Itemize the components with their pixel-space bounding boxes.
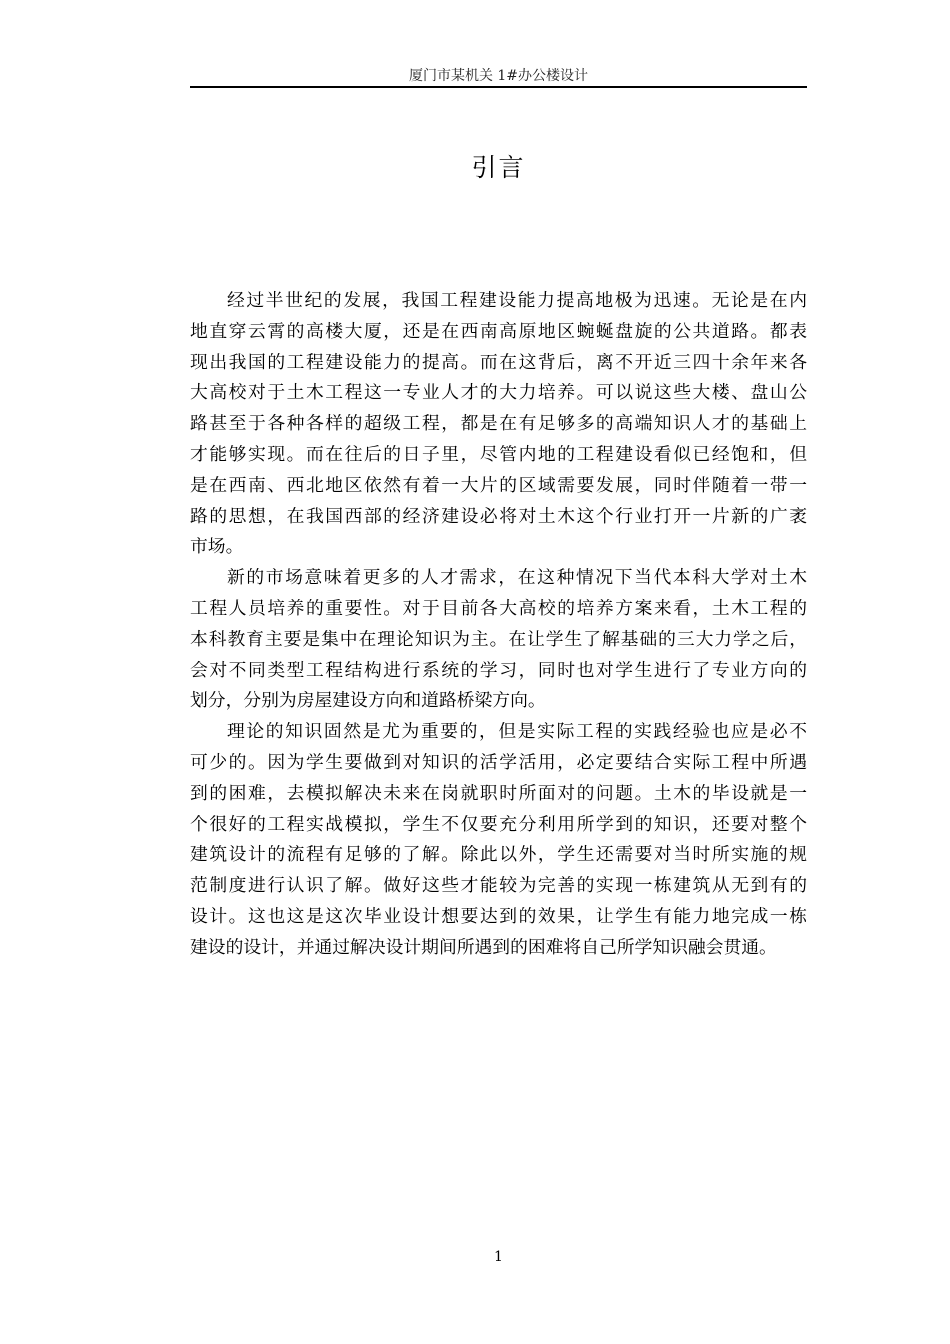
paragraph-2-line: 划分，分别为房屋建设方向和道路桥梁方向。 [190, 690, 546, 712]
paragraph-2-line: 新的市场意味着更多的人才需求，在这种情况下当代本科大学对土木 [227, 567, 807, 589]
paragraph-3-line: 范制度进行认识了解。做好这些才能较为完善的实现一栋建筑从无到有的 [190, 875, 807, 897]
paragraph-3-line: 设计。这也这是这次毕业设计想要达到的效果，让学生有能力地完成一栋 [190, 905, 807, 927]
paragraph-3-line: 个很好的工程实战模拟，学生不仅要充分利用所学到的知识，还要对整个 [190, 813, 807, 835]
paragraph-3-line: 可少的。因为学生要做到对知识的活学活用，必定要结合实际工程中所遇 [190, 751, 807, 773]
paragraph-3-line: 到的困难，去模拟解决未来在岗就职时所面对的问题。土木的毕设就是一 [190, 782, 807, 804]
header-rule [190, 86, 807, 88]
document-title: 引言 [471, 153, 526, 182]
paragraph-1-line: 才能够实现。而在往后的日子里，尽管内地的工程建设看似已经饱和，但 [190, 443, 807, 465]
paragraph-2-line: 工程人员培养的重要性。对于目前各大高校的培养方案来看，土木工程的 [190, 597, 807, 619]
paragraph-1-line: 经过半世纪的发展，我国工程建设能力提高地极为迅速。无论是在内 [227, 290, 807, 311]
paragraph-2-line: 本科教育主要是集中在理论知识为主。在让学生了解基础的三大力学之后， [190, 628, 807, 650]
page-header: 厦门市某机关 1#办公楼设计 [408, 68, 589, 84]
paragraph-1-line: 路甚至于各种各样的超级工程，都是在有足够多的高端知识人才的基础上 [190, 413, 807, 435]
paragraph-1-line: 是在西南、西北地区依然有着一大片的区域需要发展，同时伴随着一带一 [190, 474, 807, 496]
paragraph-3-line: 建筑设计的流程有足够的了解。除此以外，学生还需要对当时所实施的规 [190, 844, 807, 866]
paragraph-1-line: 大高校对于土木工程这一专业人才的大力培养。可以说这些大楼、盘山公 [190, 382, 807, 404]
paragraph-1-line: 现出我国的工程建设能力的提高。而在这背后，离不开近三四十余年来各 [190, 351, 807, 373]
paragraph-3-line: 建设的设计，并通过解决设计期间所遇到的困难将自己所学知识融会贯通。 [190, 936, 777, 958]
page-number: 1 [494, 1249, 503, 1265]
paragraph-1-line: 地直穿云霄的高楼大厦，还是在西南高原地区蜿蜒盘旋的公共道路。都表 [190, 320, 807, 342]
paragraph-1-line: 市场。 [190, 536, 244, 558]
body-text [190, 286, 807, 964]
paragraph-3-line: 理论的知识固然是尤为重要的，但是实际工程的实践经验也应是必不 [227, 721, 807, 743]
paragraph-2-line: 会对不同类型工程结构进行系统的学习，同时也对学生进行了专业方向的 [190, 659, 807, 681]
paragraph-1-line: 路的思想，在我国西部的经济建设必将对土木这个行业打开一片新的广袤 [190, 505, 807, 527]
